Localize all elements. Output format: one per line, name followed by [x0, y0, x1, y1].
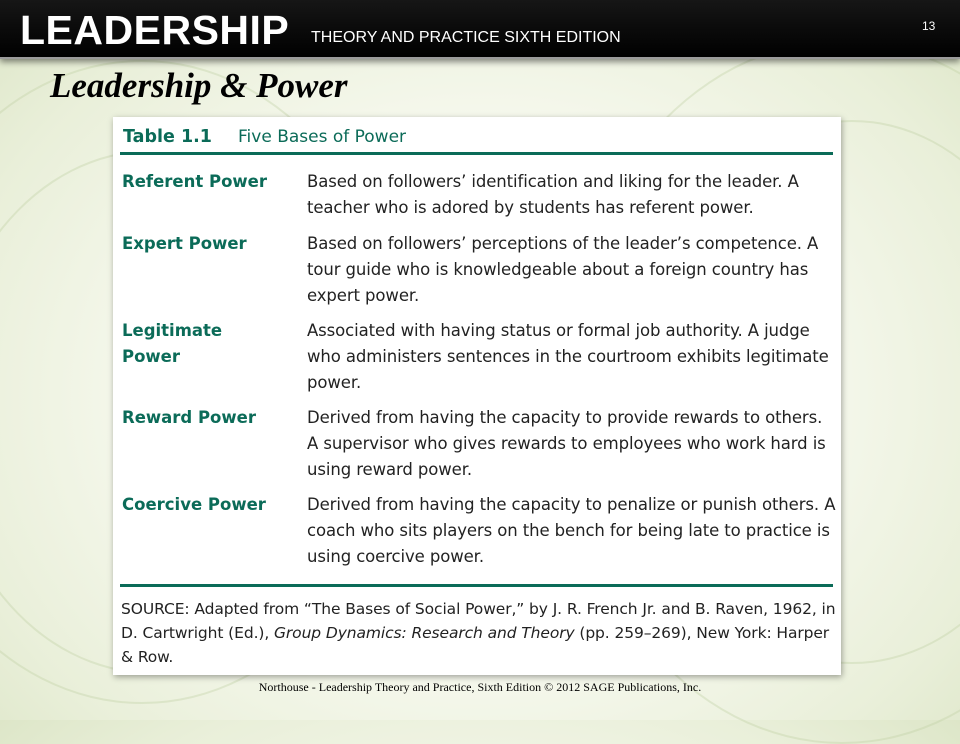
power-term: Expert Power: [122, 234, 247, 253]
source-suffix: (pp. 259–269), New York: Harper & Row.: [121, 624, 830, 666]
table-top-rule: [120, 152, 833, 155]
power-term: Referent Power: [122, 172, 267, 191]
source-prefix: SOURCE: Adapted from “The Bases of Social Power,” by J. R. French Jr. and B. Raven, 1962, in D. Cartwright (Ed.),: [121, 600, 836, 642]
source-book-title: Group Dynamics: Research and Theory: [274, 624, 575, 642]
table-number: Table 1.1: [123, 127, 212, 147]
power-description: Derived from having the capacity to penalize or punish others. A coach who sits players on the bench for being late to practice is using coercive power.: [307, 495, 836, 566]
power-description: Associated with having status or formal job authority. A judge who administers sentences in the courtroom exhibits legitimate power.: [307, 321, 829, 392]
power-term: Legitimate Power: [122, 321, 223, 366]
slide-header-bar: [0, 0, 960, 59]
power-description: Based on followers’ identification and liking for the leader. A teacher who is adored by students has referent power.: [307, 172, 799, 217]
brand-subtitle: THEORY AND PRACTICE SIXTH EDITION: [311, 29, 621, 46]
table-bottom-rule: [120, 584, 833, 587]
power-description: Based on followers’ perceptions of the leader’s competence. A tour guide who is knowledgeable about a foreign country has expert power.: [307, 234, 819, 305]
power-term: Coercive Power: [122, 495, 266, 514]
footer-copyright: Northouse - Leadership Theory and Practice, Sixth Edition © 2012 SAGE Publications, Inc.: [258, 680, 702, 694]
slide-number: 13: [922, 19, 936, 33]
slide-title: Leadership & Power: [50, 66, 348, 105]
brand-title: LEADERSHIP: [20, 7, 290, 53]
source-citation: [121, 597, 836, 669]
power-description: Derived from having the capacity to provide rewards to others. A supervisor who gives rewards to employees who work hard is using reward power.: [307, 408, 826, 479]
table-caption: Five Bases of Power: [238, 127, 407, 147]
power-term: Reward Power: [122, 408, 256, 427]
power-bases-table: [113, 117, 841, 675]
